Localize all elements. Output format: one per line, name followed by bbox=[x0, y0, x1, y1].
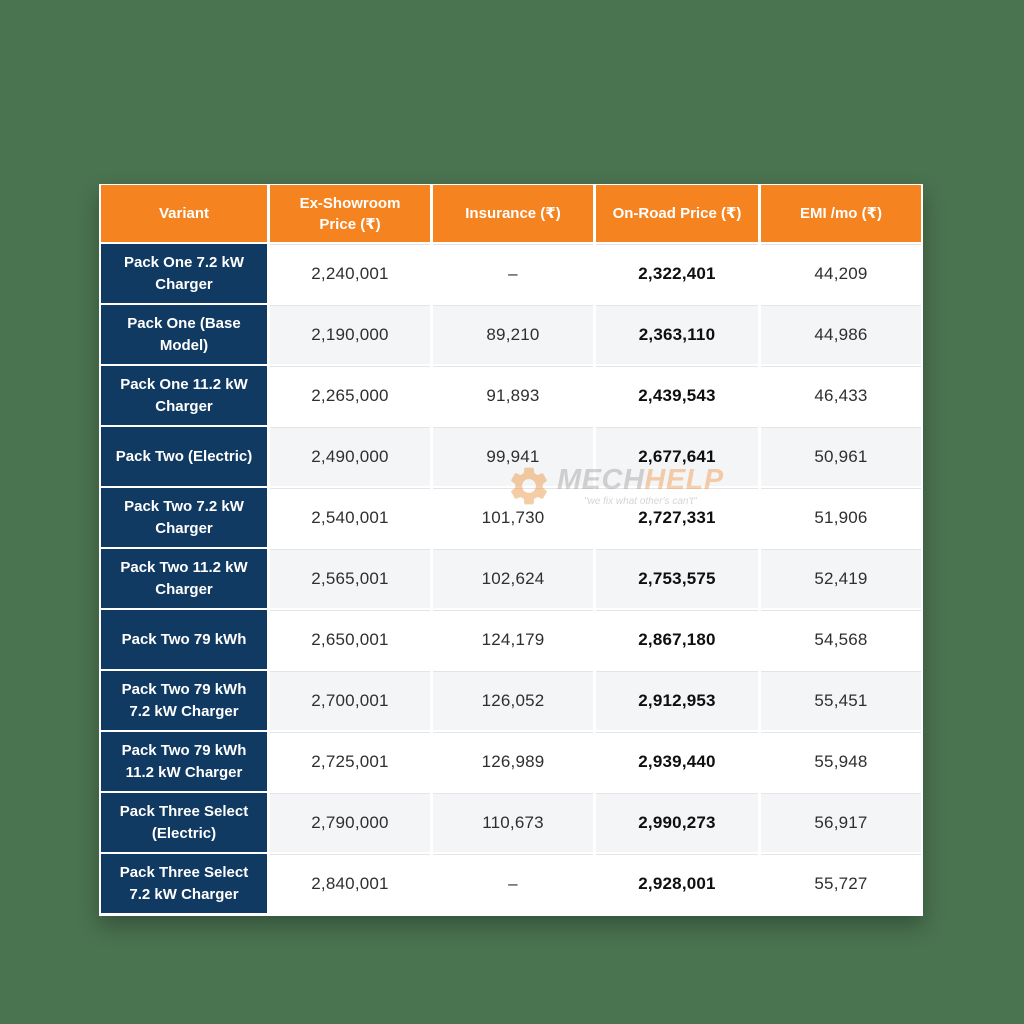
ex-showroom-cell: 2,265,000 bbox=[267, 364, 430, 425]
variant-cell: Pack One (Base Model) bbox=[101, 303, 267, 364]
emi-cell: 46,433 bbox=[758, 364, 921, 425]
table-row bbox=[101, 608, 921, 669]
table-row bbox=[101, 486, 921, 547]
table-row bbox=[101, 242, 921, 303]
insurance-cell: 124,179 bbox=[430, 608, 593, 669]
table-row bbox=[101, 303, 921, 364]
watermark-brand-help: HELP bbox=[644, 464, 724, 496]
table-row bbox=[101, 425, 921, 486]
variant-cell: Pack One 11.2 kW Charger bbox=[101, 364, 267, 425]
emi-cell: 55,727 bbox=[758, 852, 921, 913]
table-body bbox=[101, 242, 921, 913]
on-road-price-cell: 2,753,575 bbox=[593, 547, 758, 608]
on-road-price-cell: 2,990,273 bbox=[593, 791, 758, 852]
on-road-price-cell: 2,363,110 bbox=[593, 303, 758, 364]
insurance-cell: – bbox=[430, 242, 593, 303]
table-row bbox=[101, 669, 921, 730]
table-row bbox=[101, 852, 921, 913]
on-road-price-cell: 2,939,440 bbox=[593, 730, 758, 791]
ex-showroom-cell: 2,790,000 bbox=[267, 791, 430, 852]
emi-cell: 51,906 bbox=[758, 486, 921, 547]
on-road-price-cell: 2,439,543 bbox=[593, 364, 758, 425]
variant-cell: Pack Three Select (Electric) bbox=[101, 791, 267, 852]
insurance-cell: – bbox=[430, 852, 593, 913]
insurance-cell: 126,989 bbox=[430, 730, 593, 791]
emi-cell: 55,451 bbox=[758, 669, 921, 730]
on-road-price-cell: 2,912,953 bbox=[593, 669, 758, 730]
column-header-on-road: On-Road Price (₹) bbox=[593, 185, 758, 242]
watermark-tagline: "we fix what other's can't" bbox=[584, 496, 697, 507]
emi-cell: 52,419 bbox=[758, 547, 921, 608]
emi-cell: 44,986 bbox=[758, 303, 921, 364]
emi-cell: 56,917 bbox=[758, 791, 921, 852]
ex-showroom-cell: 2,650,001 bbox=[267, 608, 430, 669]
on-road-price-cell: 2,727,331 bbox=[593, 486, 758, 547]
variant-cell: Pack Two 11.2 kW Charger bbox=[101, 547, 267, 608]
variant-cell: Pack Two (Electric) bbox=[101, 425, 267, 486]
variant-cell: Pack Two 79 kWh 11.2 kW Charger bbox=[101, 730, 267, 791]
column-header-ex-showroom: Ex-Showroom Price (₹) bbox=[267, 185, 430, 242]
variant-cell: Pack Two 79 kWh 7.2 kW Charger bbox=[101, 669, 267, 730]
ex-showroom-cell: 2,540,001 bbox=[267, 486, 430, 547]
insurance-cell: 91,893 bbox=[430, 364, 593, 425]
variant-cell: Pack Three Select 7.2 kW Charger bbox=[101, 852, 267, 913]
ex-showroom-cell: 2,490,000 bbox=[267, 425, 430, 486]
price-table-card bbox=[99, 184, 923, 916]
insurance-cell: 99,941 bbox=[430, 425, 593, 486]
emi-cell: 55,948 bbox=[758, 730, 921, 791]
ex-showroom-cell: 2,565,001 bbox=[267, 547, 430, 608]
column-header-variant: Variant bbox=[101, 185, 267, 242]
ex-showroom-cell: 2,840,001 bbox=[267, 852, 430, 913]
table-row bbox=[101, 791, 921, 852]
on-road-price-cell: 2,322,401 bbox=[593, 242, 758, 303]
table-row bbox=[101, 730, 921, 791]
ex-showroom-cell: 2,190,000 bbox=[267, 303, 430, 364]
variant-cell: Pack Two 79 kWh bbox=[101, 608, 267, 669]
watermark-brand-mech: MECH bbox=[557, 464, 645, 496]
on-road-price-cell: 2,677,641 bbox=[593, 425, 758, 486]
emi-cell: 44,209 bbox=[758, 242, 921, 303]
insurance-cell: 110,673 bbox=[430, 791, 593, 852]
table-header-row bbox=[101, 185, 921, 242]
ex-showroom-cell: 2,240,001 bbox=[267, 242, 430, 303]
emi-cell: 54,568 bbox=[758, 608, 921, 669]
insurance-cell: 102,624 bbox=[430, 547, 593, 608]
ex-showroom-cell: 2,700,001 bbox=[267, 669, 430, 730]
on-road-price-cell: 2,928,001 bbox=[593, 852, 758, 913]
ex-showroom-cell: 2,725,001 bbox=[267, 730, 430, 791]
column-header-emi: EMI /mo (₹) bbox=[758, 185, 921, 242]
on-road-price-cell: 2,867,180 bbox=[593, 608, 758, 669]
insurance-cell: 101,730 bbox=[430, 486, 593, 547]
emi-cell: 50,961 bbox=[758, 425, 921, 486]
table-row bbox=[101, 547, 921, 608]
column-header-insurance: Insurance (₹) bbox=[430, 185, 593, 242]
variant-cell: Pack One 7.2 kW Charger bbox=[101, 242, 267, 303]
variant-cell: Pack Two 7.2 kW Charger bbox=[101, 486, 267, 547]
table-row bbox=[101, 364, 921, 425]
insurance-cell: 126,052 bbox=[430, 669, 593, 730]
insurance-cell: 89,210 bbox=[430, 303, 593, 364]
